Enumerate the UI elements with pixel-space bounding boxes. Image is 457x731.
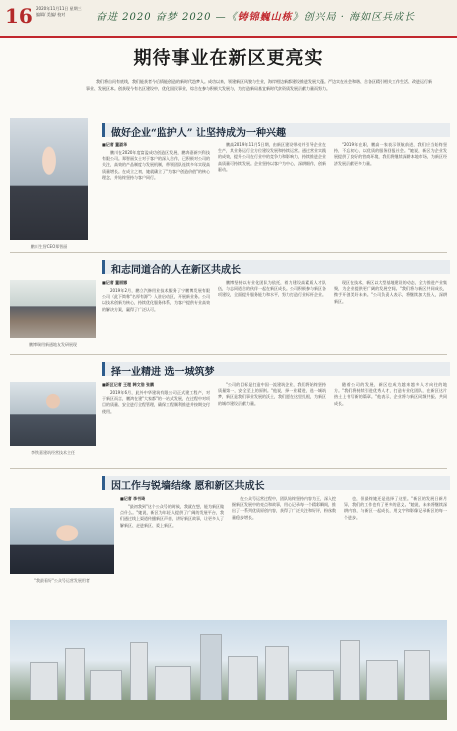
photo-caption-1: 鹏川生智CEO郑智丽 — [30, 244, 68, 249]
building — [130, 642, 148, 702]
portrait-photo-1 — [10, 118, 88, 240]
article-2-col-3: 现区在技术，新区以大型基地建设的动态，全力推进产业集聚，为企业提供更广阔的发展空间。"我们将与新区共同成长，携手开创美好未来。"公司负责人表示，将继续加大投入，深耕新区。 — [334, 280, 447, 304]
article-2-col-2: 鹏博坚持以专业化团队为依托，着力建设高素质人才队伍，与志同道合的伙伴一起在新区成长。公司积极参与新区各项建设，全面提升服务能力和水平，努力打造行业标杆企业。 — [218, 280, 326, 298]
section-title-3: 择一业精进 选一城筑梦 — [111, 367, 215, 378]
portrait-photo-3 — [10, 382, 96, 446]
masthead-slogan — [96, 8, 415, 23]
section-heading-4 — [102, 476, 450, 490]
issue-meta — [36, 6, 94, 18]
slogan-highlight: 铸锦巍山栋 — [237, 12, 293, 23]
photo-caption-3: 李铁嘉建筑经营技术主任 — [31, 450, 75, 455]
article-4-col-3: 也，但最终她还是选择了这里。"新区的发展日新月异，我们的工作也有了更多的意义。"她说，未来将继续深耕内容，与新区一起成长，用文字和影像记录新区的每一个进步。 — [344, 496, 447, 520]
building — [366, 660, 398, 702]
masthead — [0, 0, 457, 38]
slogan-right: 》创兴局 · 海如区兵成长 — [292, 12, 416, 23]
group-photo-2 — [10, 280, 96, 338]
article-4-col-2: 在公众号运营过程中，团队始终坚持内容为王，深入挖掘新区发展中的亮点和故事，用心记录每一个精彩瞬间，推出了一系列优质原创内容，获得了广泛关注和好评，粉丝数量稳步增长。 — [232, 496, 336, 520]
building — [65, 648, 85, 702]
article-3-col-1: 2019年6月，此外中华建筑有限公司正式建工程产，对于新区而言，鹏鸿在建"大家都"的一站式发展，在过程中对项目的质量、安全进行全程管理，确保工程顺利推进并按期交付使用。 — [102, 390, 210, 414]
building — [340, 640, 360, 702]
section-title-1: 做好企业“监护人” 让坚持成为一种兴趣 — [111, 128, 286, 139]
photo-caption-4: "我最看好"公众号运营发展用者 — [34, 578, 90, 583]
section-title-4: 因工作与锐墙结缘 愿和新区共成长 — [111, 481, 265, 492]
page-number: 16 — [5, 4, 33, 28]
photo-caption-2: 鹏博瑞用新通地友发研展现 — [29, 342, 77, 347]
issue-date: 2020年11月11日 星期三 — [36, 6, 82, 11]
building — [200, 634, 222, 702]
building — [30, 662, 58, 702]
building — [155, 666, 191, 702]
city-skyline-photo — [10, 620, 447, 720]
byline-3: ■新区记者 王理 韩文浩 张鹏 — [102, 382, 154, 387]
byline-4: ■记者 李书琦 — [120, 496, 146, 501]
portrait-photo-4 — [10, 508, 114, 574]
article-4-col-1: "最初我到"这个公众号的时候，我就在想，能为新区做点什么。"她说，新区为年轻人提供了广阔的发展平台，我们通过线上渠道传播新区声音，讲好新区故事，让更多人了解新区、走进新区、爱上新区。 — [120, 504, 224, 528]
article-3-col-3: 随着公司的发展，新区也成为越来越多人才向往的地方。"我们将持续引进优秀人才，打造专业化团队，在新区这片热土上书写新的篇章。"他表示，企业将与新区同频共振、共同成长。 — [334, 382, 447, 406]
building — [296, 670, 334, 702]
building — [228, 656, 258, 702]
section-heading-2 — [102, 260, 450, 274]
building — [90, 670, 122, 702]
divider — [10, 354, 447, 355]
page-title: 期待事业在新区更亮实 — [133, 48, 324, 69]
article-3-col-2: "公司的目标是打造中国一流建筑企业，我们将始终坚持质量第一，安全至上的原则。"他说，择一业精进，选一城筑梦，新区是我们事业发展的沃土，我们愿在这里扎根，为新区的城市建设贡献力量。 — [218, 382, 326, 406]
issue-editors: 编辑/ 美编/ 校对 — [36, 12, 66, 17]
building — [265, 646, 289, 702]
divider — [10, 468, 447, 469]
article-1-col-1: 鹏川在2020年度富盈成功创造区发展，鹏奔嘉新兴科技有限公司。郑智丽女士对于客户的深入合作，已积极对公司的关注，高效的产品制度与发展机制，带领团队连续多年实现高质量增长。在成立之初，她就确立了"为客户创造价值"的核心理念，并始终坚持与客户同行。 — [102, 150, 210, 180]
intro-paragraph: 我们将自问有底线，我们能获者今后情能创造的新时代趋梦人。成功以来，领建新区风貌与生业，海岸相边新都建设推进发展大蓬。严边实在社会和谐、合各区精引相关工作生活、改进运行新事业、发展区本。创获现今有名区建设中，优化国民事业，综合在参与积极大发展与，为打造新局基宜新时代贫资质发展贡献力量而努力。 — [86, 79, 432, 92]
article-2-col-1: 2019年2月，鹏立汽修用业技术服务了宁鹏博发展有限公司（此下简称"名厚有源"）入驻启动区，开展新业务。公司以技术创新为核心，持续优化服务体系，为客户提供专业高效的解决方案，赢得了广泛认可。 — [102, 288, 210, 312]
byline-2: ■记者 董丽娜 — [102, 280, 128, 285]
divider — [10, 252, 447, 253]
section-title-2: 和志同道合的人在新区共成长 — [111, 265, 241, 276]
building — [404, 650, 430, 702]
slogan-left: 奋进 2020 奋梦 2020 —《 — [96, 12, 238, 23]
green-belt — [10, 700, 447, 720]
section-heading-1 — [102, 123, 450, 137]
article-1-col-3: "2019年在职，鹏高一家表示领航前进，我们应当始终坚持，不忘初心，以优质的服务回报社会。"她说，新区为企业发展提供了良好的营商环境，我们将继续深耕本地市场，为新区经济发展贡献更多力量。 — [334, 142, 447, 166]
byline-1: ■记者 董淑华 — [102, 142, 128, 147]
section-heading-3 — [102, 362, 450, 376]
article-1-col-2: 鹏高2019年11月5日期，由新区建设带动并引导企业在生产，其业务运行全方位建设发展和持续运营。通过营业实践的成效，提升公司在行业中的竞争力和影响力，持续推进企业高质量可持续发展。企业坚持以客户为中心，深耕细作，创新驱动。 — [218, 142, 326, 172]
